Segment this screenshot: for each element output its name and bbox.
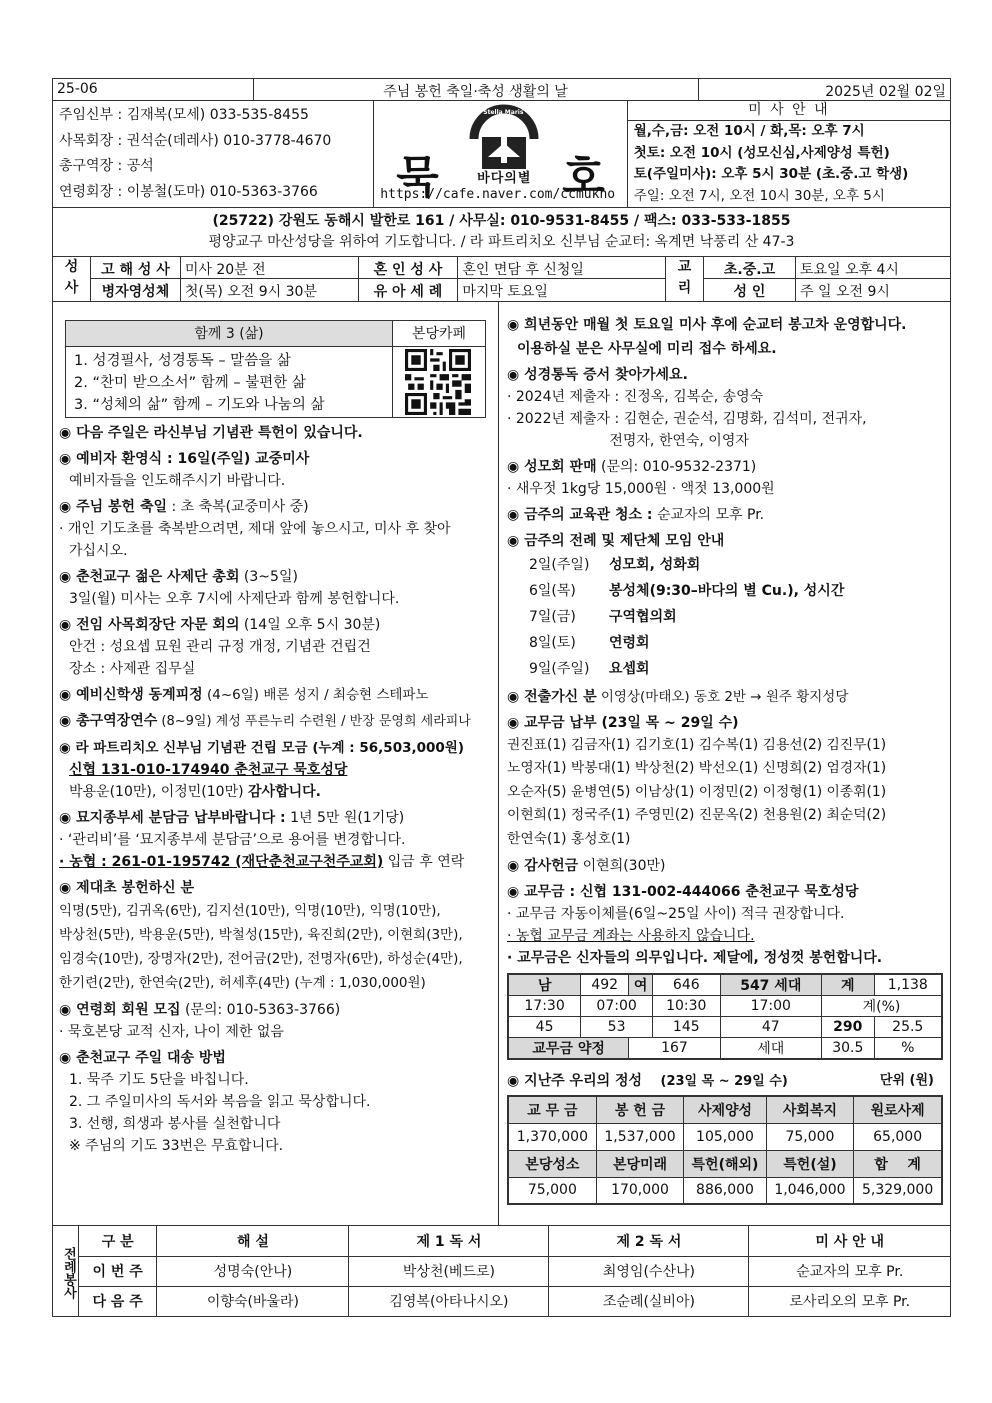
together-item: 3. “성체의 삶” 함께 – 기도와 나눔의 삶 (74, 397, 325, 413)
confession-label: 고 해 성 사 (91, 257, 181, 278)
mass-info (628, 101, 950, 207)
mass-title: 미 사 안 내 (628, 101, 950, 121)
adult-catechism-label: 성 인 (704, 279, 796, 301)
marriage-label: 혼 인 성 사 (359, 257, 459, 278)
contact-district: 총구역장 : 공석 (59, 158, 154, 174)
title-row (53, 79, 950, 101)
mass-weekday: 월,수,금: 오전 10시 / 화,목: 오후 7시 (633, 123, 865, 139)
notice-cemetery: ◉ 묘지종부세 분담금 납부바랍니다 : 1년 5만 원(1기당) · ‘관리비’를 ‘묘지종부세 분담금’으로 용어를 변경합니다. · 농협 : 261-01-195742 (재단춘천교구천주교회) 입금 후 연락 (59, 807, 492, 873)
service-header: 제 1 독 서 (349, 1226, 549, 1256)
schedule-item: 8일(토) 연령회 (529, 634, 650, 651)
contacts (53, 101, 374, 207)
body-row (53, 302, 950, 1226)
address-row (53, 208, 950, 257)
mass-sunday: 주일: 오전 7시, 오전 10시 30분, 오후 5시 (633, 187, 885, 204)
notice-memorial-fund: ◉ 라 파트리치오 신부님 기념관 건립 모금 (누계 : 56,503,000원) 신협 131-010-174940 춘천교구 묵호성당 박용운(10만), 이정민(10만) 감사합니다. (59, 737, 492, 803)
service-header: 해 설 (157, 1226, 349, 1256)
liturgy-service (53, 1226, 950, 1316)
together-item: 1. 성경필사, 성경통독 – 말씀을 삶 (74, 353, 291, 369)
notice-priests-meeting: ◉ 춘천교구 젊은 사제단 총회 (3~5일) 3일(월) 미사는 오후 7시에 사제단과 함께 봉헌합니다. (59, 566, 492, 610)
notice-anniversary: ◉ 다음 주일은 라신부님 기념관 특헌이 있습니다. (59, 422, 492, 444)
sacrament-label: 성 사 (53, 257, 91, 301)
mass-saturday: 토(주일미사): 오후 5시 30분 (초.중.고 학생) (633, 166, 909, 182)
bulletin-frame (52, 78, 951, 1317)
schedule-item: 7일(금) 구역협의회 (529, 608, 677, 625)
confession-time: 미사 20분 전 (181, 257, 359, 278)
marriage-info: 혼인 면담 후 신청일 (462, 262, 584, 278)
cafe-label: 본당카페 (393, 321, 485, 347)
schedule-item: 6일(목) 봉성체(9:30–바다의 별 Cu.), 성시간 (529, 582, 845, 599)
offering-table: 교 무 금 봉 헌 금 사제양성 사회복지 원로사제 1,370,000 1,537,000 105,000 75,000 65,000 본당성소 본당미래 특헌(해외) 특헌(설) 합 계 75,000 170,000 886,000 1,046,000 5,329,000 (507, 1095, 943, 1205)
left-column (53, 302, 499, 1225)
fund-account: 신협 131-010-174940 춘천교구 묵호성당 (69, 762, 348, 778)
together-title: 함께 3 (삶) (66, 321, 392, 347)
sick-communion-time: 첫(목) 오전 9시 30분 (181, 279, 359, 301)
issue-number: 25-06 (53, 79, 254, 100)
info-row (53, 101, 950, 208)
offering-header: ◉ 지난주 우리의 정성 (23일 목 ~ 29일 수) 단위 (원) (507, 1070, 942, 1093)
notice-funeral-members: ◉ 연령회 회원 모집 (문의: 010-5363-3766) · 묵호본당 교적 신자, 나이 제한 없음 (59, 999, 492, 1043)
service-header: 미 사 안 내 (749, 1226, 950, 1256)
notice-altar-candles: ◉ 제대초 봉헌하신 분 익명(5만), 김귀옥(6만), 김지선(10만), 익명(10만), 익명(10만), 박상천(5만), 박용운(5만), 박철성(15만), 육진희(2만), 이현희(3만), 임경숙(10만), 장명자(2만), 전어금(2만), 전명자(6만), 하성순(4만), 한기련(2만), 한연숙(2만), 허세후(4만) (누계 : 1,030,000원) (59, 877, 492, 995)
page-title: 주님 봉헌 축일·축성 생활의 날 (254, 79, 699, 100)
notice-schedule: ◉ 금주의 전례 및 제단체 모임 안내 2일(주일) 성모회, 성화회 6일(목) 봉성체(9:30–바다의 별 Cu.), 성시간 7일(금) 구역협의회 8일(토) 연령회 9일(주일) 요셉회 (507, 530, 942, 682)
service-row-label: 이 번 주 (79, 1256, 157, 1286)
notice-bible-certificate: ◉ 성경통독 증서 찾아가세요. · 2024년 제출자 : 진정옥, 김복순, 송영숙 · 2022년 제출자 : 김현순, 권순석, 김명화, 김석미, 전귀자, 전명자, 한연숙, 이영자 (507, 364, 942, 452)
together-box (65, 320, 486, 418)
service-side-label: 전례봉사 (53, 1226, 79, 1316)
issue-date: 2025년 02월 02일 (825, 84, 946, 100)
adult-catechism-time: 주 일 오전 9시 (800, 284, 890, 300)
qr-code-icon[interactable] (405, 349, 471, 415)
service-table: 구 분 해 설 제 1 독 서 제 2 독 서 미 사 안 내 이 번 주 성명숙(안나) 박상천(베드로) 최영임(수산나) 순교자의 모후 Pr. 다 음 주 이향숙(바울라) 김영복(아타나시오) 조순례(실비아) 로사리오의 모후 Pr. (79, 1226, 950, 1316)
logo-name: 바다의별 (477, 171, 532, 186)
prayer-line: 평양교구 마산성당을 위하여 기도합니다. / 라 파트리치오 신부님 순교터: 옥계면 낙풍리 산 47-3 (208, 234, 795, 250)
sick-communion-label: 병자영성체 (91, 279, 181, 301)
baptism-info: 마지막 토요일 (462, 284, 548, 300)
right-column (499, 302, 950, 1225)
schedule-item: 9일(주일) 요셉회 (529, 660, 650, 677)
logo-block (374, 101, 627, 207)
sacraments-row (53, 257, 950, 302)
cemetery-bank-account: · 농협 : 261-01-195742 (재단춘천교구천주교회) (59, 854, 384, 870)
notice-tithe-account: ◉ 교무금 : 신협 131-002-444066 춘천교구 묵호성당 · 교무금 자동이체를(6일~25일 사이) 적극 권장합니다. · 농협 교무금 계좌는 사용하지 않습니다. · 교무금은 신자들의 의무입니다. 제달에, 정성껏 봉헌합니다. (507, 881, 942, 969)
notice-shuttle: ◉ 희년동안 매월 첫 토요일 미사 후에 순교터 봉고차 운영합니다. 이용하실 분은 사무실에 미리 접수 하세요. (507, 314, 942, 360)
notice-presentation: ◉ 주님 봉헌 축일 : 초 축복(교중미사 중) · 개인 기도초를 축복받으려면, 제대 앞에 놓으시고, 미사 후 찾아 가십시오. (59, 496, 492, 562)
logo-arc-text: Stella Maris (483, 109, 524, 116)
service-header: 제 2 독 서 (549, 1226, 749, 1256)
schedule-item: 2일(주일) 성모회, 성화회 (529, 556, 701, 573)
youth-catechism-label: 초.중.고 (704, 257, 796, 278)
contact-pastor: 주임신부 : 김재복(모세) 033-535-8455 (59, 107, 309, 123)
service-header: 구 분 (79, 1226, 157, 1256)
notice-advisory: ◉ 전임 사목회장단 자문 회의 (14일 오후 5시 30분) 안건 : 성요셉 묘원 관리 규정 개정, 기념관 건립건 장소 : 사제관 집무실 (59, 614, 492, 680)
cafe-url-link[interactable]: https://cafe.naver.com/ccmukho (380, 187, 616, 202)
notice-sale: ◉ 성모회 판매 (문의: 010-9532-2371) · 새우젓 1kg당 15,000원 · 액젓 13,000원 (507, 456, 942, 500)
logo-char-right: 호 (562, 152, 605, 203)
youth-catechism-time: 토요일 오후 4시 (800, 262, 899, 278)
notice-district-training: ◉ 총구역장연수 (8~9일) 계성 푸른누리 수련원 / 반장 문영희 세라피나 (59, 710, 492, 733)
service-row-label: 다 음 주 (79, 1286, 157, 1316)
notice-tithe-payment: ◉ 교무금 납부 (23일 목 ~ 29일 수) 권진표(1) 김금자(1) 김기호(1) 김수복(1) 김용선(2) 김진무(1) 노영자(1) 박봉대(1) 박상천(2) 박선오(1) 신명희(2) 엄경자(1) 오순자(5) 윤병연(5) 이남상(1) 이정민(2) 이정형(1) 이종휘(1) 이현희(1) 정국주(1) 주영민(2) 진문옥(2) 천용원(2) 최순덕(2) 한연숙(1) 홍성호(1) (507, 712, 942, 852)
notice-transfer: ◉ 전출가신 분 이영상(마태오) 동호 2반 → 원주 황지성당 (507, 686, 942, 708)
notice-sunday-substitute: ◉ 춘천교구 주일 대송 방법 1. 묵주 기도 5단을 바칩니다. 2. 그 주일미사의 독서와 복음을 읽고 묵상합니다. 3. 선행, 희생과 봉사를 실천합니다 ※ 주님의 기도 33번은 무효합니다. (59, 1047, 492, 1157)
logo-char-left: 묵 (396, 152, 439, 203)
notice-seminary-retreat: ◉ 예비신학생 동계피정 (4~6일) 배론 성지 / 최승현 스테파노 (59, 684, 492, 706)
notice-catechumen: ◉ 예비자 환영식 : 16일(주일) 교중미사 예비자들을 인도해주시기 바랍니다. (59, 448, 492, 492)
attendance-table: 남 492 여 646 547 세대 계 1,138 17:30 07:00 10:30 17:00 계(%) 45 53 145 47 290 25.5 교무금 약정 167 세대 30.5 % (507, 973, 943, 1060)
contact-funeral: 연령회장 : 이봉철(도마) 010-5363-3766 (59, 183, 318, 200)
notice-thanks-offering: ◉ 감사헌금 이현희(30만) (507, 855, 942, 877)
mass-first-sat: 첫토: 오전 10시 (성모신심,사제양성 특헌) (633, 144, 890, 161)
catechism-label: 교 리 (666, 257, 704, 301)
baptism-label: 유 아 세 례 (359, 279, 459, 301)
address: (25722) 강원도 동해시 발한로 161 / 사무실: 010-9531-8455 / 팩스: 033-533-1855 (212, 213, 791, 229)
notice-cleaning: ◉ 금주의 교육관 청소 : 순교자의 모후 Pr. (507, 504, 942, 526)
contact-council: 사목회장 : 권석순(데레사) 010-3778-4670 (59, 132, 332, 149)
together-item: 2. “찬미 받으소서” 함께 – 불편한 삶 (74, 375, 306, 391)
